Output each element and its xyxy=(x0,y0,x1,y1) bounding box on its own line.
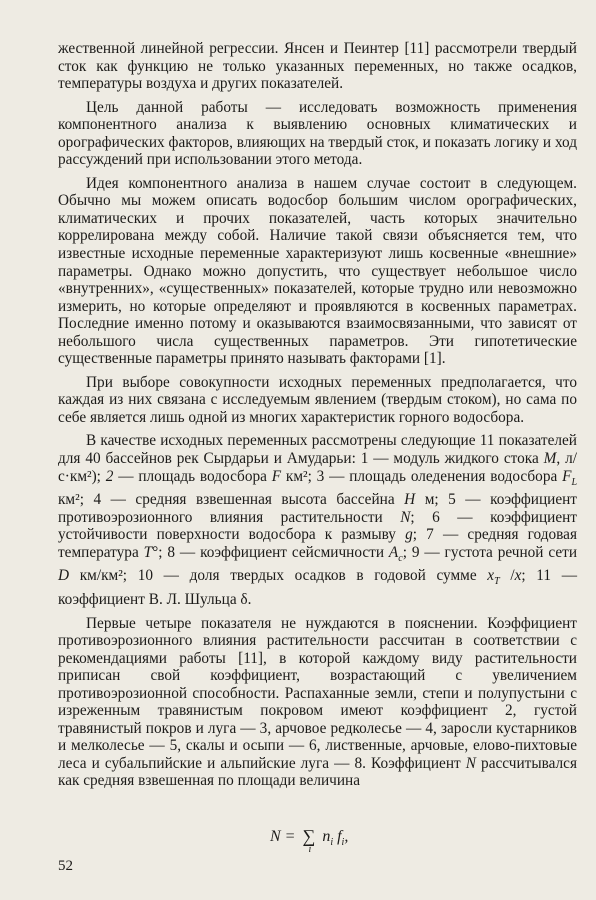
paragraph-5: В качестве исходных переменных рассмотрены следующие 11 показателей для 40 бассейнов рек Сырдарьи и Амударьи: 1 — модуль жидкого стока M, л/с·км²); 2 — площадь водосбора F км²; 3 — площадь оледенения водосбора $F_L$ км²; 4 — средняя взвешенная высота бассейна H м; 5 — коэффициент противоэрозионного влияния растительности N; 6 — коэффициент устойчивости поверхности водосбора к размыву g; 7 — средняя годовая температура T°; 8 — коэффициент сейсмичности $A_c$; 9 — густота речной сети D км/км²; 10 — доля твердых осадков в годовой сумме $x_T$ /x; 11 — коэффициент В. Л. Шульца δ. xyxy=(58,432,578,608)
paragraph-4: При выборе совокупности исходных переменных предполагается, что каждая из них связана с исследуемым явлением (твердым стоком), но сама по себе является лишь одной из многих характеристик горного водосбора. xyxy=(58,373,577,426)
page-number: 52 xyxy=(58,858,73,874)
paragraph-6: Первые четыре показателя не нуждаются в пояснении. Коэффициент противоэрозионного влияния растительности рассчитан в соответствии с рекомендациями работы [11], в которой каждому виду растительности приписан свой коэффициент, возрастающий с увеличением противоэрозионной способности. Распаханные земли, степи и полупустыни с изреженным травянистым покровом имеют коэффициент 2, густой травянистый покров и луга — 3, арчовое редколесье — 4, заросли кустарников и мелколесье — 5, скалы и осыпи — 6, лиственные, арчовые, елово-пихтовые леса и субальпийские и альпийские луга — 8. Коэффициент N рассчитывался как средняя взвешенная по площади величина xyxy=(58,614,578,790)
paragraph-1: жественной линейной регрессии. Янсен и Пеинтер [11] рассмотрели твердый сток как функцию не только указанных переменных, но также осадков, температуры воздуха и других показателей. xyxy=(58,40,577,93)
paragraph-3: Идея компонентного анализа в нашем случае состоит в следующем. Обычно мы можем описать водосбор большим числом орографических, климатических и прочих показателей, часть которых значительно коррелирована между собой. Наличие такой связи объясняется тем, что известные исходные переменные характеризуют лишь косвенные «внешние» параметры. Однако можно допустить, что существует небольшое число «внутренних», «существенных» показателей, которые трудно или невозможно измерить, но которые определяют и проявляются в косвенных параметрах. Последние именно потому и оказываются взаимосвязанными, что зависят от небольшого числа существенных параметров. Эти гипотетические существенные параметры принято называть факторами [1]. xyxy=(58,174,577,368)
paragraph-2: Цель данной работы — исследовать возможность применения компонентного анализа к выявлению основных климатических и орографических факторов, влияющих на твердый сток, и показать логику и ход рассуждений при использовании этого метода. xyxy=(58,98,577,169)
formula-weighted-sum: N = ∑ i $n_i$ $f_i$, xyxy=(270,826,349,855)
page-body xyxy=(58,40,577,790)
sum-symbol: ∑ i xyxy=(302,826,316,855)
